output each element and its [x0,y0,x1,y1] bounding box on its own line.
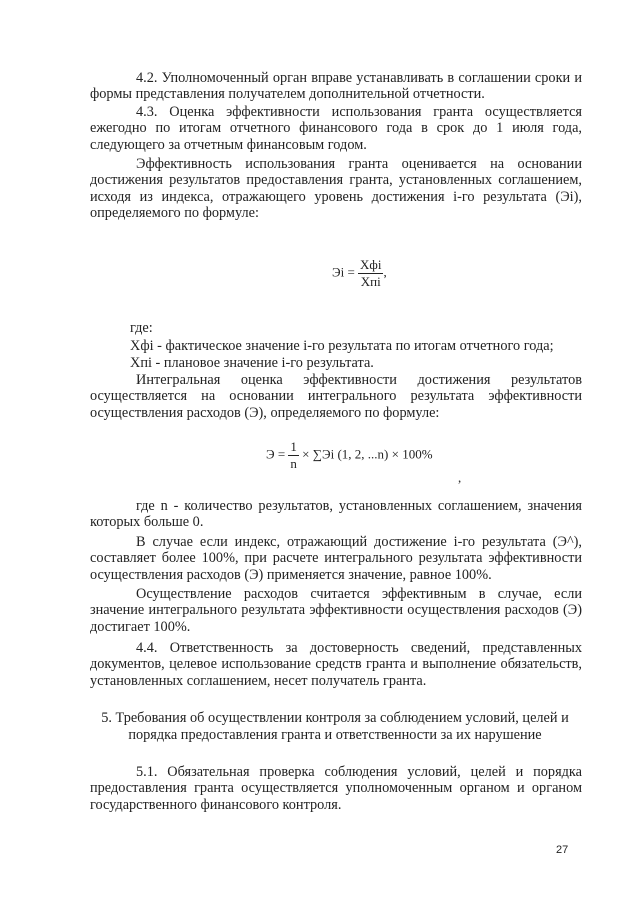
formula-index-trail: , [383,264,387,280]
paragraph-5-1: 5.1. Обязательная проверка соблюдения условий, целей и порядка предоставления гранта осуществляется уполномоченным органом и органом государственного финансового контроля. [90,764,582,813]
paragraph-efficiency: Эффективность использования гранта оценивается на основании достижения результатов предоставления гранта, установленных соглашением, исходя из индекса, отражающего уровень достижения i-го результата (Эi), определяемого по формуле: [90,156,582,222]
paragraph-4-2: 4.2. Уполномоченный орган вправе устанавливать в соглашении сроки и формы представления получателем дополнительной отчетности. [90,70,582,103]
formula-integral-trail: , [458,470,462,485]
paragraph-integral: Интегральная оценка эффективности достижения результатов осуществляется на основании интегрального результата эффективности осуществления расходов (Э), определяемого по формуле: [90,372,582,421]
formula-index [332,258,387,289]
paragraph-4-4: 4.4. Ответственность за достоверность сведений, представленных документов, целевое использование средств гранта и выполнение обязательств, установленных соглашением, несет получатель гранта. [90,640,582,689]
formula-integral [266,440,433,471]
paragraph-where-n: где n - количество результатов, установленных соглашением, значения которых больше 0. [90,498,582,531]
paragraph-effective: Осуществление расходов считается эффективным в случае, если значение интегрального результата эффективности осуществления расходов (Э) достигает 100%. [90,586,582,635]
formula-index-lhs: Эi = [332,264,355,280]
formula-integral-fraction [288,440,299,471]
formula-integral-numerator: 1 [290,439,297,454]
formula-integral-rest: × ∑Эi (1, 2, ...n) × 100% [302,446,433,462]
formula-integral-denominator: n [290,456,297,471]
paragraph-case: В случае если индекс, отражающий достижение i-го результата (Э^), составляет более 100%, при расчете интегрального результата эффективности осуществления расходов (Э) применяется значение, равное 100%. [90,534,582,583]
formula-integral-lhs: Э = [266,446,286,462]
paragraph-4-3: 4.3. Оценка эффективности использования гранта осуществляется ежегодно по итогам отчетного финансового года в срок до 1 июля года, следующего за отчетным финансовым годом. [90,104,582,153]
section-5-heading: 5. Требования об осуществлении контроля за соблюдением условий, целей и порядка предоставления гранта и ответственности за их нарушение [101,710,569,743]
where-label: где: [130,320,153,336]
definition-xpi: Xпi - плановое значение i-го результата. [130,355,374,371]
formula-index-fraction [358,258,383,289]
page-number: 27 [556,844,569,856]
formula-index-numerator: Xфi [360,257,382,272]
definition-xfi: Xфi - фактическое значение i-го результата по итогам отчетного года; [130,338,554,354]
formula-index-denominator: Xпi [360,274,381,289]
